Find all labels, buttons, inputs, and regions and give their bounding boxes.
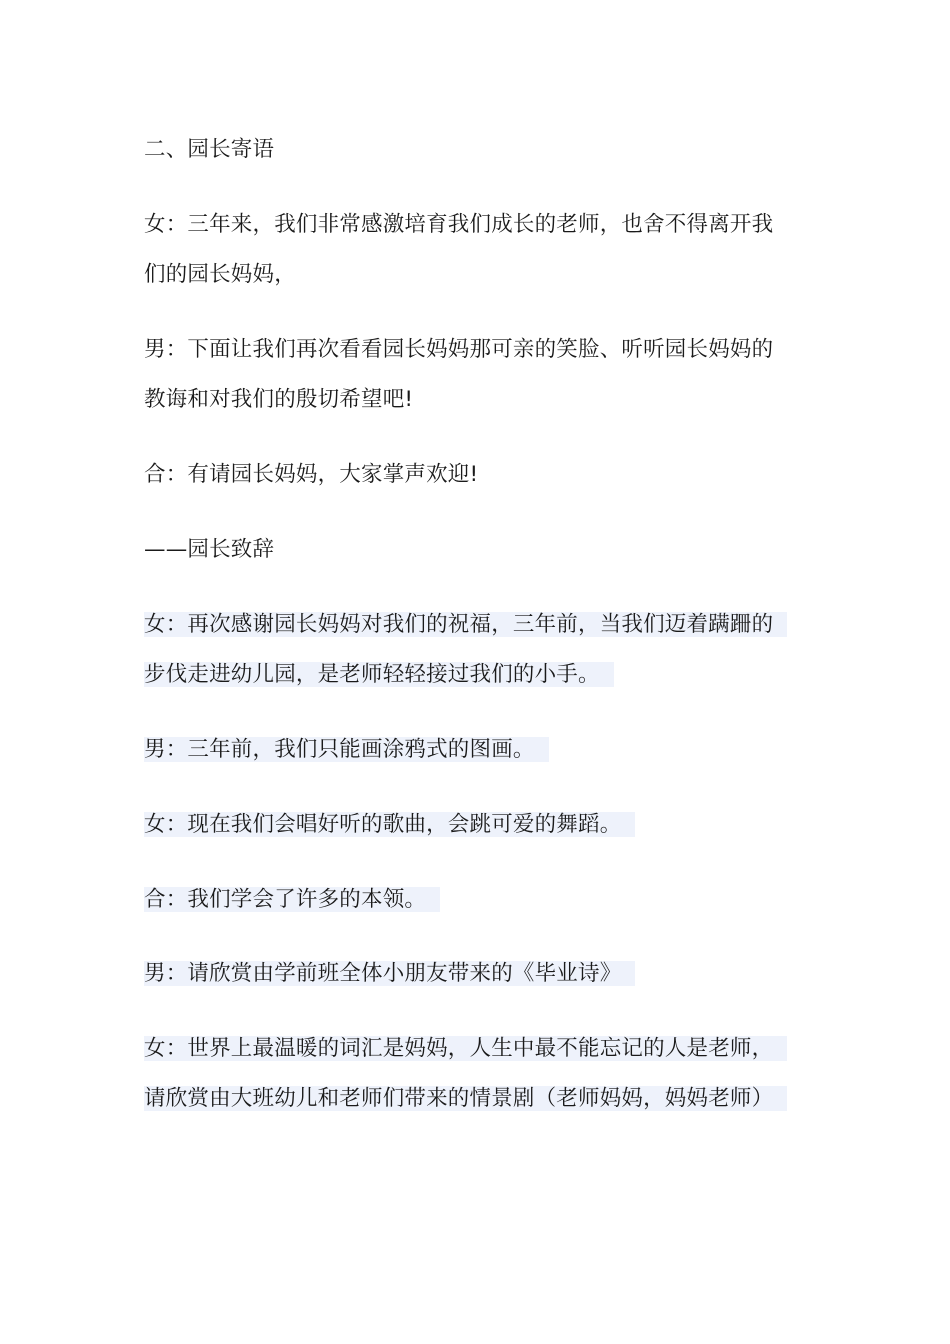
- highlighted-text: 步伐走进幼儿园，是老师轻轻接过我们的小手。: [144, 662, 614, 687]
- script-line: 们的园长妈妈，: [144, 262, 296, 287]
- script-line: 女：三年来，我们非常感激培育我们成长的老师，也舍不得离开我: [144, 212, 774, 237]
- script-line-highlighted: [144, 1083, 787, 1115]
- highlighted-text: 女：再次感谢园长妈妈对我们的祝福，三年前，当我们迈着蹒跚的: [144, 612, 787, 637]
- highlighted-text: 请欣赏由大班幼儿和老师们带来的情景剧（老师妈妈，妈妈老师）: [144, 1086, 787, 1111]
- script-line-highlighted: [144, 609, 787, 641]
- script-line-highlighted: [144, 734, 549, 766]
- speech-marker: ——园长致辞: [144, 537, 275, 562]
- highlighted-text: 男：请欣赏由学前班全体小朋友带来的《毕业诗》: [144, 961, 635, 986]
- script-line-highlighted: [144, 1033, 787, 1065]
- script-line-highlighted: [144, 659, 614, 691]
- highlighted-text: 男：三年前，我们只能画涂鸦式的图画。: [144, 737, 549, 762]
- script-line-highlighted: [144, 958, 635, 990]
- script-line: 教诲和对我们的殷切希望吧!: [144, 387, 414, 412]
- script-line-highlighted: [144, 809, 635, 841]
- highlighted-text: 合：我们学会了许多的本领。: [144, 887, 440, 912]
- script-line: 男：下面让我们再次看看园长妈妈那可亲的笑脸、听听园长妈妈的: [144, 337, 774, 362]
- script-line-highlighted: [144, 884, 440, 916]
- highlighted-text: 女：现在我们会唱好听的歌曲，会跳可爱的舞蹈。: [144, 812, 635, 837]
- highlighted-text: 女：世界上最温暖的词汇是妈妈，人生中最不能忘记的人是老师，: [144, 1036, 787, 1061]
- script-line: 合：有请园长妈妈，大家掌声欢迎!: [144, 462, 479, 487]
- section-heading: 二、园长寄语: [144, 137, 275, 162]
